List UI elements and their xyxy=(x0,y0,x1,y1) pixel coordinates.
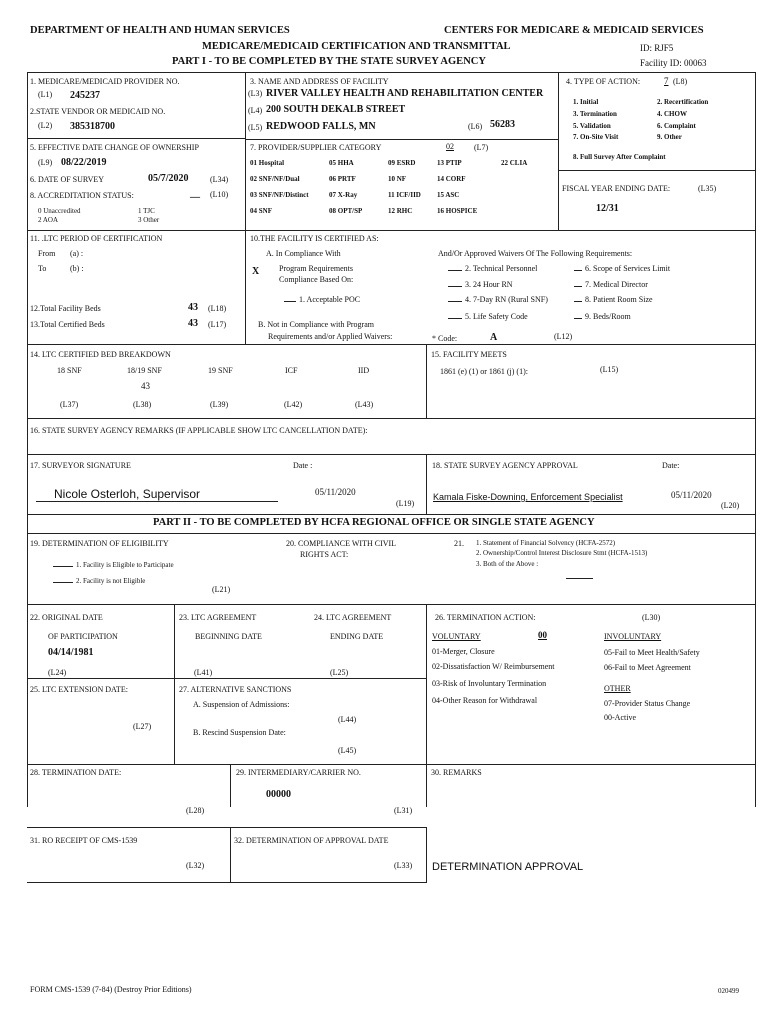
category-option: 14 CORF xyxy=(437,175,466,183)
facility-name-label: 3. NAME AND ADDRESS OF FACILITY xyxy=(250,77,389,86)
l12-code: (L12) xyxy=(554,332,573,341)
l41-code: (L41) xyxy=(194,668,213,677)
intermediary-value[interactable]: 00000 xyxy=(266,789,291,800)
rule xyxy=(230,827,231,882)
facility-name-value[interactable]: RIVER VALLEY HEALTH AND REHABILITATION CENTER xyxy=(266,88,544,99)
remarks-16-label: 16. STATE SURVEY AGENCY REMARKS (IF APPLICABLE SHOW LTC CANCELLATION DATE): xyxy=(30,426,368,435)
waiver-4[interactable] xyxy=(448,295,548,304)
state-vendor-value[interactable]: 385318700 xyxy=(70,121,115,132)
category-option: 22 CLIA xyxy=(501,159,528,167)
blank-line xyxy=(284,295,296,302)
category-option: 04 SNF xyxy=(250,207,272,215)
accreditation-option: 0 Unaccredited xyxy=(38,207,81,215)
alt-sanctions-label: 27. ALTERNATIVE SANCTIONS xyxy=(179,685,292,694)
blank-line xyxy=(574,280,582,287)
form-number: FORM CMS-1539 (7-84) (Destroy Prior Editions) xyxy=(30,985,192,994)
date-of-survey-label: 6. DATE OF SURVEY xyxy=(30,175,105,184)
accreditation-option: 2 AOA xyxy=(38,216,59,224)
l1-code: (L1) xyxy=(38,90,53,99)
action-option: 3. Termination xyxy=(573,110,617,118)
original-date-value[interactable]: 04/14/1981 xyxy=(48,647,94,658)
eligibility-label: 19. DETERMINATION OF ELIGIBILITY xyxy=(30,539,169,548)
l44-code: (L44) xyxy=(338,715,357,724)
waiver-5-text: 5. Life Safety Code xyxy=(465,312,528,321)
waiver-7[interactable] xyxy=(574,280,648,289)
category-option: 10 NF xyxy=(388,175,407,183)
action-option: 7. On-Site Visit xyxy=(573,133,619,141)
category-option: 11 ICF/IID xyxy=(388,191,421,199)
voluntary-value[interactable]: 00 xyxy=(538,630,547,640)
term-option: 06-Fail to Meet Agreement xyxy=(604,663,691,672)
type-of-action-value[interactable]: 7 xyxy=(664,76,669,86)
action-option: 8. Full Survey After Complaint xyxy=(573,153,666,161)
term-option: 01-Merger, Closure xyxy=(432,647,495,656)
form-code: 020499 xyxy=(718,987,739,995)
l34-code: (L34) xyxy=(210,175,229,184)
action-option: 9. Other xyxy=(657,133,682,141)
remarks-30-label: 30. REMARKS xyxy=(431,768,482,777)
effective-date-value[interactable]: 08/22/2019 xyxy=(61,157,107,168)
rule xyxy=(27,514,755,515)
category-option: 13 PTIP xyxy=(437,159,462,167)
facility-street-value[interactable]: 200 SOUTH DEKALB STREET xyxy=(266,104,406,115)
extension-date-label: 25. LTC EXTENSION DATE: xyxy=(30,685,128,694)
signature-line xyxy=(36,501,278,502)
in-compliance-label: A. In Compliance With xyxy=(266,249,341,258)
blank-line xyxy=(448,295,462,302)
term-option: 03-Risk of Involuntary Termination xyxy=(432,679,547,688)
l19-code: (L19) xyxy=(396,499,415,508)
action-option: 1. Initial xyxy=(573,98,599,106)
id-label-text: ID: xyxy=(640,43,652,53)
not-in-compliance-label: B. Not in Compliance with Program xyxy=(258,320,374,329)
agency-signature[interactable]: Kamala Fiske-Downing, Enforcement Specialist xyxy=(433,492,623,502)
rule xyxy=(27,604,755,605)
bed-col: ICF xyxy=(285,366,298,375)
waiver-6-text: 6. Scope of Services Limit xyxy=(585,264,671,273)
rule xyxy=(27,230,755,231)
agency-date-label: Date: xyxy=(662,461,680,470)
original-date-sub: OF PARTICIPATION xyxy=(48,632,118,641)
bed-col: IID xyxy=(358,366,370,375)
rule xyxy=(27,72,755,73)
waivers-title: And/Or Approved Waivers Of The Following Requirements: xyxy=(438,249,633,258)
remarks-30-value[interactable]: DETERMINATION APPROVAL xyxy=(432,861,584,873)
cms-header: CENTERS FOR MEDICARE & MEDICAID SERVICES xyxy=(444,25,704,36)
ltc-period-label: 11. .LTC PERIOD OF CERTIFICATION xyxy=(30,234,163,243)
program-requirements-label: Program Requirements xyxy=(279,264,353,273)
ltc-begin-label: 23. LTC AGREEMENT xyxy=(179,613,257,622)
blank-line xyxy=(574,264,582,271)
rule xyxy=(245,230,246,344)
total-certified-beds-value[interactable]: 43 xyxy=(188,318,198,329)
action-option: 6. Complaint xyxy=(657,122,696,130)
waiver-6[interactable] xyxy=(574,264,670,273)
rescind-label: B. Rescind Suspension Date: xyxy=(193,728,286,737)
rule xyxy=(426,827,427,882)
voluntary-label: VOLUNTARY xyxy=(432,632,481,641)
total-facility-beds-label: 12.Total Facility Beds xyxy=(30,304,101,313)
eligible-option[interactable] xyxy=(53,560,174,569)
surveyor-date[interactable]: 05/11/2020 xyxy=(315,487,356,497)
waiver-3-text: 3. 24 Hour RN xyxy=(465,280,513,289)
bed-col: 19 SNF xyxy=(208,366,233,375)
s21-option: 1. Statement of Financial Solvency (HCFA-2572) xyxy=(476,539,616,547)
waiver-9[interactable] xyxy=(574,312,631,321)
waiver-2-text: 2. Technical Personnel xyxy=(465,264,538,273)
part1-title: PART I - TO BE COMPLETED BY THE STATE SURVEY AGENCY xyxy=(172,56,486,67)
waiver-8[interactable] xyxy=(574,295,653,304)
civil-rights-label-2: RIGHTS ACT: xyxy=(300,550,349,559)
rule xyxy=(426,454,427,514)
from-a: (a) : xyxy=(70,249,84,258)
date-of-survey-value[interactable]: 05/7/2020 xyxy=(148,173,189,184)
blank-line xyxy=(448,312,462,319)
waiver-3[interactable] xyxy=(448,280,513,289)
term-option: 02-Dissatisfaction W/ Reimbursement xyxy=(432,662,555,671)
rule xyxy=(174,604,175,764)
waiver-4-text: 4. 7-Day RN (Rural SNF) xyxy=(465,295,548,304)
rule xyxy=(27,344,755,345)
category-option: 06 PRTF xyxy=(329,175,356,183)
action-option: 4. CHOW xyxy=(657,110,687,118)
s21-blank xyxy=(566,578,593,579)
provider-category-label: 7. PROVIDER/SUPPLIER CATEGORY xyxy=(250,143,382,152)
rule xyxy=(558,72,559,230)
rule xyxy=(27,678,174,679)
term-option: 05-Fail to Meet Health/Safety xyxy=(604,648,700,657)
bed-col: 18 SNF xyxy=(57,366,82,375)
fiscal-year-value[interactable]: 12/31 xyxy=(596,203,619,214)
blank-line xyxy=(574,295,582,302)
category-option: 05 HHA xyxy=(329,159,354,167)
category-option: 12 RHC xyxy=(388,207,413,215)
category-option: 03 SNF/NF/Distinct xyxy=(250,191,309,199)
rule xyxy=(245,72,246,230)
eligible-option-text: 1. Facility is Eligible to Participate xyxy=(76,561,174,569)
blank-line xyxy=(574,312,582,319)
accreditation-label: 8. ACCREDITATION STATUS: xyxy=(30,191,134,200)
code-label: * Code: xyxy=(432,334,458,343)
agency-approval-label: 18. STATE SURVEY AGENCY APPROVAL xyxy=(432,461,578,470)
term-option: 00-Active xyxy=(604,713,636,722)
total-certified-beds-label: 13.Total Certified Beds xyxy=(30,320,105,329)
category-option: 07 X-Ray xyxy=(329,191,358,199)
provider-no-value[interactable]: 245237 xyxy=(70,90,100,101)
state-vendor-label: 2.STATE VENDOR OR MEDICAID NO. xyxy=(30,107,166,116)
provider-no-label: 1. MEDICARE/MEDICAID PROVIDER NO. xyxy=(30,77,180,86)
id-value: RJF5 xyxy=(654,43,674,53)
rule xyxy=(27,454,755,455)
from-label: From xyxy=(38,249,56,258)
acceptable-poc[interactable] xyxy=(284,295,360,304)
bed-code: (L43) xyxy=(355,400,374,409)
facility-zip-value[interactable]: 56283 xyxy=(490,119,515,130)
l8-code: (L8) xyxy=(673,77,688,86)
rule xyxy=(558,170,755,171)
blank-line xyxy=(53,576,73,583)
rule xyxy=(27,827,427,828)
surveyor-date-label: Date : xyxy=(293,461,313,470)
rule xyxy=(27,418,755,419)
ltc-end-label: 24. LTC AGREEMENT xyxy=(314,613,392,622)
accreditation-value[interactable]: __ xyxy=(190,188,200,199)
compliance-x-mark[interactable]: X xyxy=(252,266,260,277)
suspension-label: A. Suspension of Admissions: xyxy=(193,700,290,709)
to-label: To xyxy=(38,264,47,273)
l17-code: (L17) xyxy=(208,320,227,329)
l24-code: (L24) xyxy=(48,668,67,677)
l27-code: (L27) xyxy=(133,722,152,731)
l35-code: (L35) xyxy=(698,184,717,193)
id-label xyxy=(640,43,673,53)
rule xyxy=(426,604,427,807)
accreditation-option: 1 TJC xyxy=(138,207,155,215)
category-option: 02 SNF/NF/Dual xyxy=(250,175,300,183)
l18-code: (L18) xyxy=(208,304,227,313)
ltc-end-sub: ENDING DATE xyxy=(330,632,384,641)
ro-receipt-label: 31. RO RECEIPT OF CMS-1539 xyxy=(30,836,138,845)
l4-code: (L4) xyxy=(248,106,263,115)
intermediary-label: 29. INTERMEDIARY/CARRIER NO. xyxy=(236,768,361,777)
effective-date-label: 5. EFFECTIVE DATE CHANGE OF OWNERSHIP xyxy=(30,143,199,152)
not-eligible-option[interactable] xyxy=(53,576,145,585)
l33-code: (L33) xyxy=(394,861,413,870)
provider-category-value[interactable]: 02 xyxy=(446,142,454,151)
total-facility-beds-value[interactable]: 43 xyxy=(188,302,198,313)
l31-code: (L31) xyxy=(394,806,413,815)
rule xyxy=(230,764,231,807)
bed-col: 18/19 SNF xyxy=(127,366,162,375)
bed-code: (L37) xyxy=(60,400,79,409)
l9-code: (L9) xyxy=(38,158,53,167)
involuntary-label: INVOLUNTARY xyxy=(604,632,662,641)
rule xyxy=(27,764,755,765)
category-option: 01 Hospital xyxy=(250,159,285,167)
part2-title: PART II - TO BE COMPLETED BY HCFA REGIONAL OFFICE OR SINGLE STATE AGENCY xyxy=(153,517,595,528)
l3-code: (L3) xyxy=(248,89,263,98)
bed-code: (L38) xyxy=(133,400,152,409)
other-label: OTHER xyxy=(604,684,631,693)
fiscal-year-label: FISCAL YEAR ENDING DATE: xyxy=(562,184,671,193)
category-option: 16 HOSPICE xyxy=(437,207,478,215)
l28-code: (L28) xyxy=(186,806,205,815)
category-option: 15 ASC xyxy=(437,191,460,199)
facility-id: Facility ID: 00063 xyxy=(640,58,707,68)
waiver-9-text: 9. Beds/Room xyxy=(585,312,631,321)
not-eligible-option-text: 2. Facility is not Eligible xyxy=(76,577,146,585)
termination-action-label: 26. TERMINATION ACTION: xyxy=(435,613,536,622)
s21-label: 21. xyxy=(454,539,464,548)
type-of-action-label: 4. TYPE OF ACTION: xyxy=(566,77,641,86)
certified-as-label: 10.THE FACILITY IS CERTIFIED AS: xyxy=(250,234,379,243)
l6-code: (L6) xyxy=(468,122,483,131)
not-in-compliance-label-2: Requirements and/or Applied Waivers: xyxy=(268,332,393,341)
action-option: 5. Validation xyxy=(573,122,611,130)
rule xyxy=(245,139,558,140)
rule xyxy=(426,344,427,418)
waiver-5[interactable] xyxy=(448,312,528,321)
ltc-begin-sub: BEGINNING DATE xyxy=(195,632,262,641)
l25-code: (L25) xyxy=(330,668,349,677)
department-header: DEPARTMENT OF HEALTH AND HUMAN SERVICES xyxy=(30,25,290,36)
surveyor-signature[interactable]: Nicole Osterloh, Supervisor xyxy=(54,487,201,501)
l2-code: (L2) xyxy=(38,121,53,130)
to-b: (b) : xyxy=(70,264,84,273)
action-option: 2. Recertification xyxy=(657,98,709,106)
l5-code: (L5) xyxy=(248,123,263,132)
surveyor-signature-label: 17. SURVEYOR SIGNATURE xyxy=(30,461,131,470)
category-option: 08 OPT/SP xyxy=(329,207,363,215)
category-option: 09 ESRD xyxy=(388,159,416,167)
agency-date[interactable]: 05/11/2020 xyxy=(671,490,712,500)
facility-city-value[interactable]: REDWOOD FALLS, MN xyxy=(266,121,376,132)
term-option: 07-Provider Status Change xyxy=(604,699,691,708)
rule xyxy=(27,72,28,807)
bed-code: (L39) xyxy=(210,400,229,409)
facility-meets-text: 1861 (e) (1) or 1861 (j) (1): xyxy=(440,367,528,376)
s21-option: 2. Ownership/Control Interest Disclosure Stmt (HCFA-1513) xyxy=(476,549,648,557)
bed-18-19-value[interactable]: 43 xyxy=(141,381,150,391)
s21-option: 3. Both of the Above : xyxy=(476,560,539,568)
form-title: MEDICARE/MEDICAID CERTIFICATION AND TRANSMITTAL xyxy=(202,41,511,52)
rule xyxy=(27,533,755,534)
rule xyxy=(174,678,426,679)
l45-code: (L45) xyxy=(338,746,357,755)
civil-rights-label: 20. COMPLIANCE WITH CIVIL xyxy=(286,539,397,548)
accreditation-option: 3 Other xyxy=(138,216,160,224)
rule xyxy=(755,72,756,807)
waiver-2[interactable] xyxy=(448,264,537,273)
blank-line xyxy=(53,560,73,567)
l30-code: (L30) xyxy=(642,613,661,622)
l21-code: (L21) xyxy=(212,585,231,594)
compliance-based-label: Compliance Based On: xyxy=(279,275,354,284)
rule xyxy=(27,882,427,883)
l10-code: (L10) xyxy=(210,190,229,199)
code-value[interactable]: A xyxy=(490,332,498,343)
rule xyxy=(27,138,245,139)
blank-line xyxy=(448,280,462,287)
l32-code: (L32) xyxy=(186,861,205,870)
l15-code: (L15) xyxy=(600,365,619,374)
waiver-8-text: 8. Patient Room Size xyxy=(585,295,653,304)
waiver-7-text: 7. Medical Director xyxy=(585,280,648,289)
bed-breakdown-label: 14. LTC CERTIFIED BED BREAKDOWN xyxy=(30,350,171,359)
term-option: 04-Other Reason for Withdrawal xyxy=(432,696,538,705)
acceptable-poc-text: 1. Acceptable POC xyxy=(299,295,361,304)
approval-date-label: 32. DETERMINATION OF APPROVAL DATE xyxy=(234,836,389,845)
termination-date-label: 28. TERMINATION DATE: xyxy=(30,768,122,777)
facility-meets-label: 15. FACILITY MEETS xyxy=(431,350,507,359)
original-date-label: 22. ORIGINAL DATE xyxy=(30,613,103,622)
bed-code: (L42) xyxy=(284,400,303,409)
l7-code: (L7) xyxy=(474,143,489,152)
l20-code: (L20) xyxy=(721,501,740,510)
blank-line xyxy=(448,264,462,271)
